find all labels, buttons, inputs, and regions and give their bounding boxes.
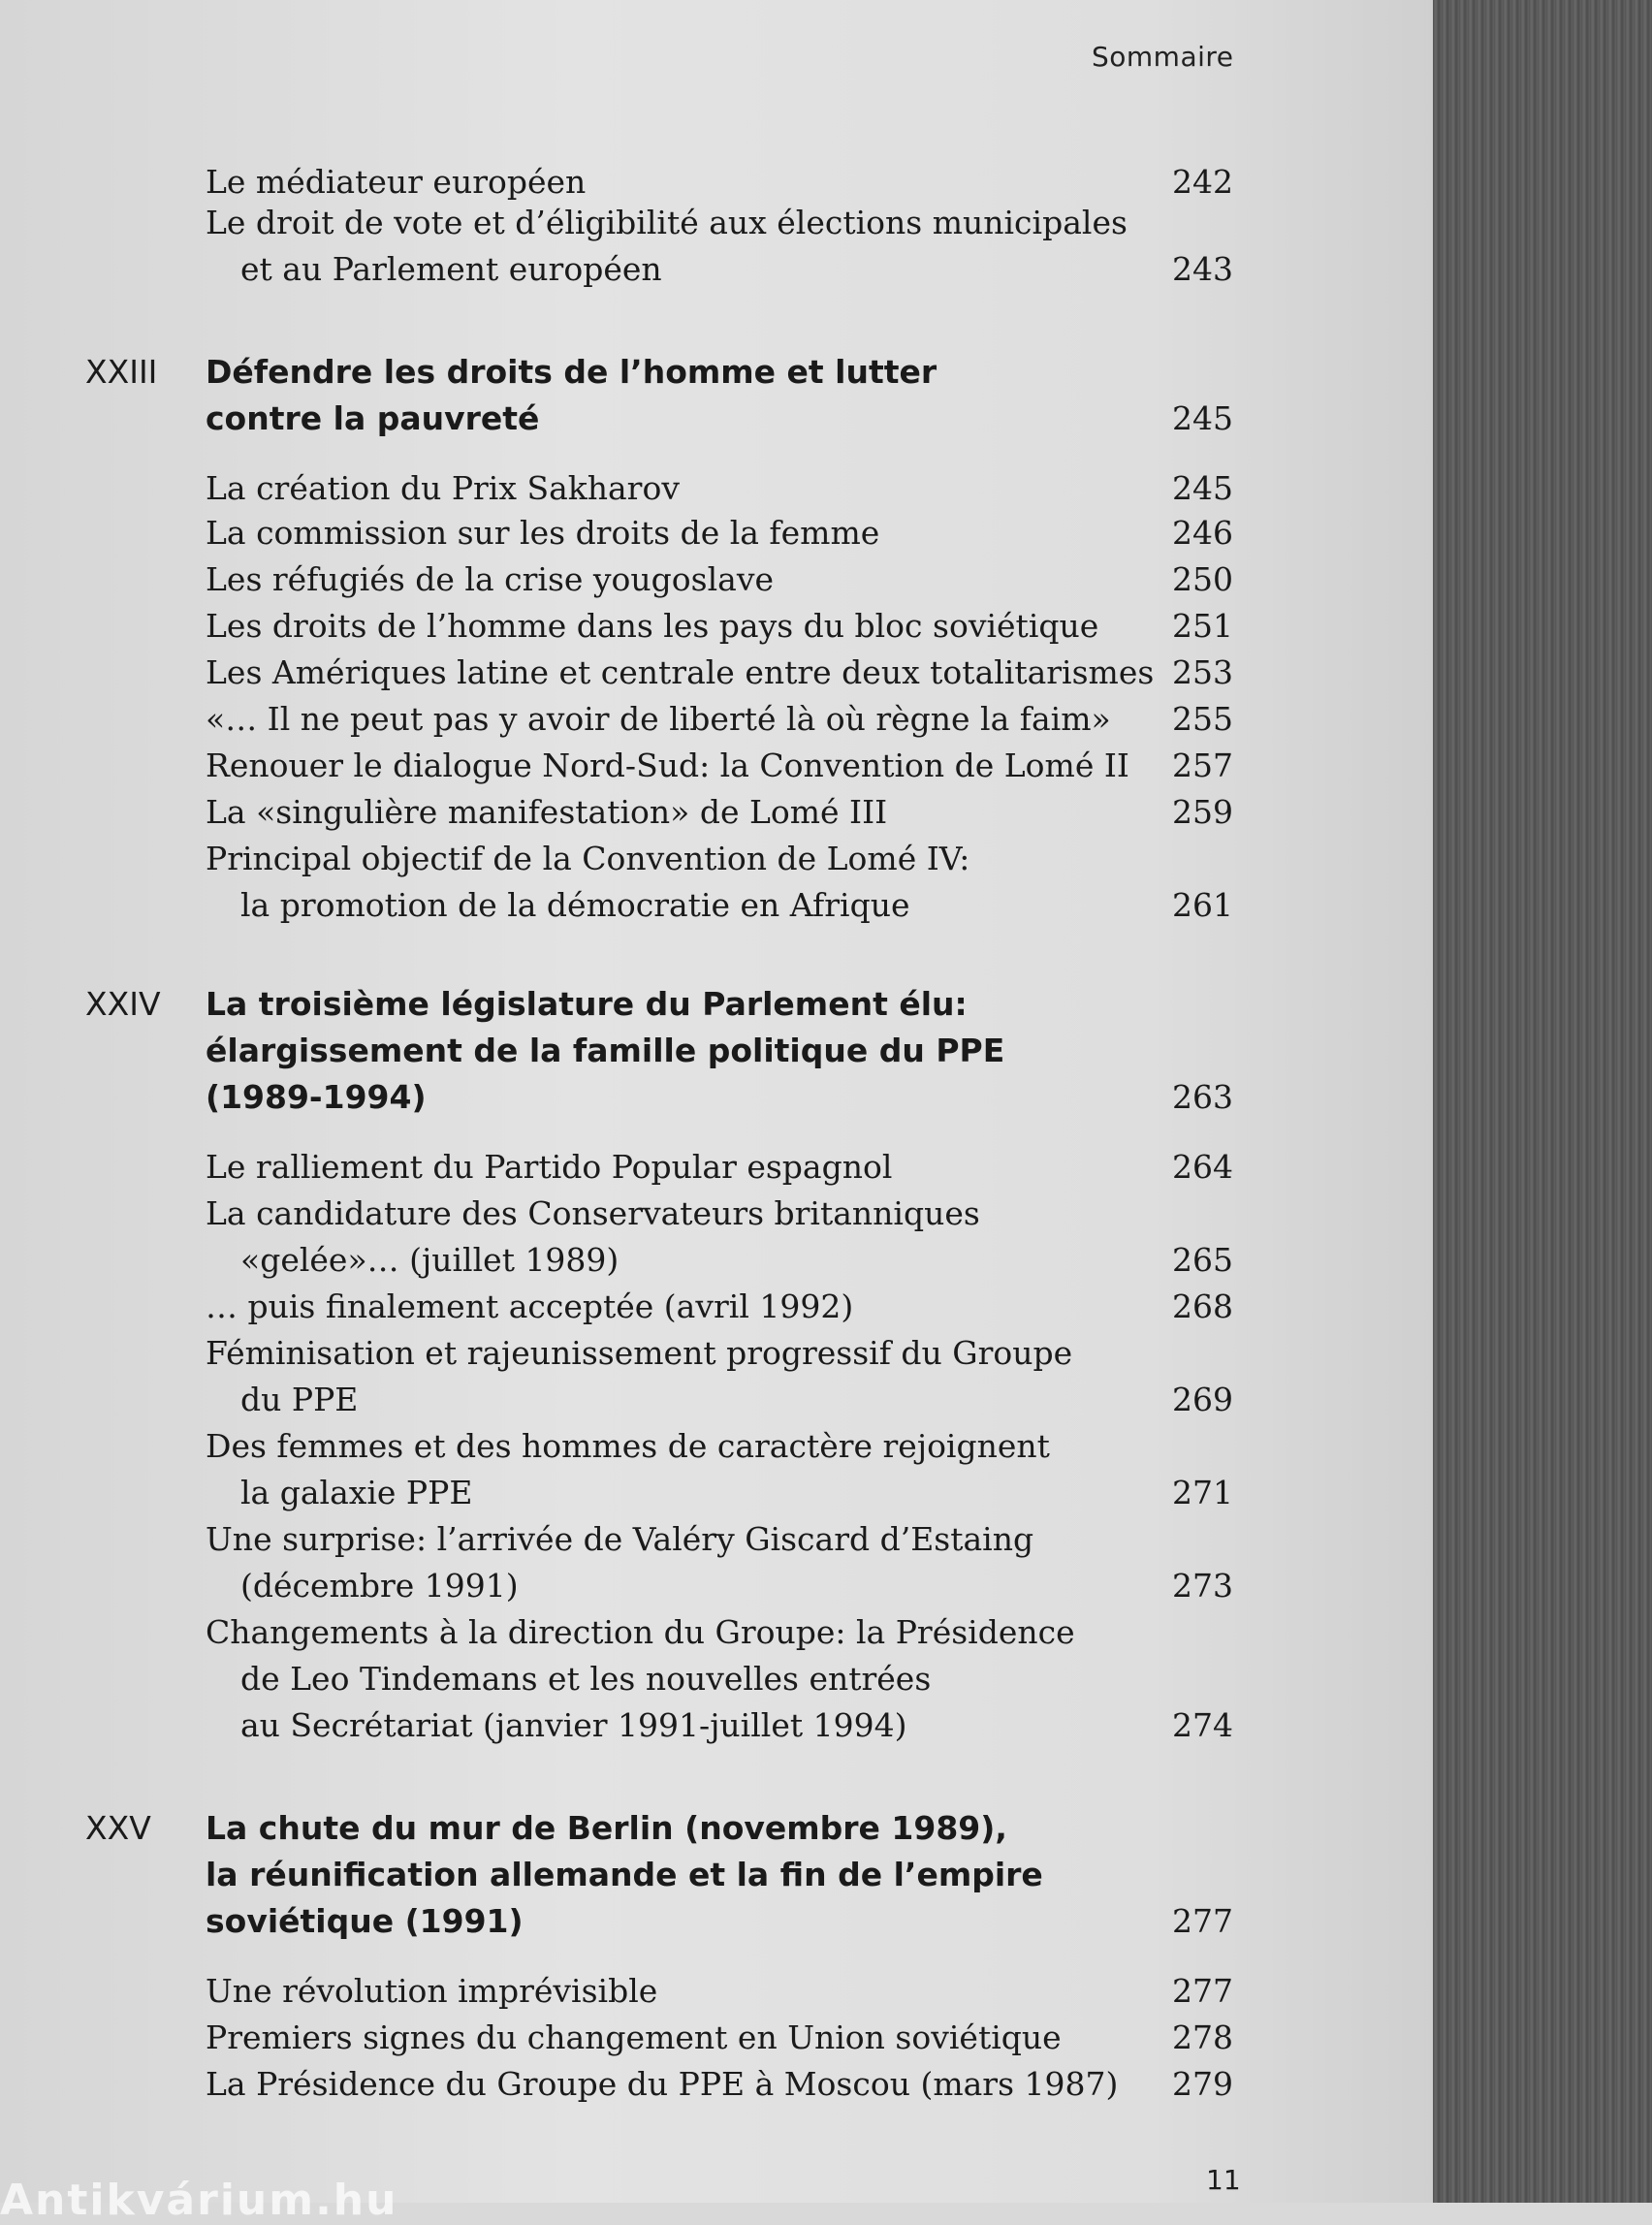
- toc-entry-title: La Présidence du Groupe du PPE à Moscou (mars 1987): [206, 2065, 1119, 2103]
- toc-entry-page: 257: [1172, 747, 1233, 784]
- toc-entry-title: … puis finalement acceptée (avril 1992): [206, 1287, 854, 1325]
- chapter-number: XXIII: [85, 353, 158, 391]
- toc-entry-title: La «singulière manifestation» de Lomé III: [206, 793, 888, 831]
- toc-entry-title: Changements à la direction du Groupe: la Présidence: [206, 1613, 1075, 1651]
- chapter-title: élargissement de la famille politique du PPE: [206, 1032, 1005, 1069]
- toc-entry-page: 268: [1172, 1287, 1233, 1325]
- page-number: 11: [1206, 2164, 1241, 2196]
- toc-entry-page: 264: [1172, 1148, 1233, 1186]
- toc-entry-title: Féminisation et rajeunissement progressif du Groupe: [206, 1334, 1073, 1372]
- toc-entry-title: la promotion de la démocratie en Afrique: [240, 886, 910, 924]
- toc-entry-title: Une surprise: l’arrivée de Valéry Giscard d’Estaing: [206, 1520, 1034, 1558]
- toc-entry-title: Les droits de l’homme dans les pays du bloc soviétique: [206, 607, 1099, 645]
- chapter-number: XXV: [85, 1809, 151, 1847]
- toc-entry-title: du PPE: [240, 1381, 359, 1418]
- toc-entry-page: 246: [1172, 514, 1233, 552]
- page-edge-shadow: [1433, 0, 1652, 2203]
- toc-entry-title: Le médiateur européen: [206, 163, 587, 201]
- toc-entry-page: 271: [1172, 1474, 1233, 1511]
- toc-entry-page: 261: [1172, 886, 1233, 924]
- toc-entry-title: et au Parlement européen: [240, 250, 662, 288]
- chapter-title: contre la pauvreté: [206, 399, 540, 437]
- toc-entry-title: Des femmes et des hommes de caractère rejoignent: [206, 1427, 1050, 1465]
- toc-entry-title: «gelée»… (juillet 1989): [240, 1241, 620, 1279]
- toc-entry-page: 277: [1172, 1972, 1233, 2010]
- toc-entry-page: 251: [1172, 607, 1233, 645]
- toc-entry-page: 278: [1172, 2018, 1233, 2056]
- chapter-title: soviétique (1991): [206, 1902, 524, 1940]
- toc-entry-title: Une révolution imprévisible: [206, 1972, 658, 2010]
- toc-entry-title: Les réfugiés de la crise yougoslave: [206, 560, 774, 598]
- chapter-title: (1989-1994): [206, 1078, 427, 1116]
- toc-entry-page: 245: [1172, 399, 1233, 437]
- running-header: Sommaire: [1092, 41, 1234, 73]
- toc-entry-title: Le droit de vote et d’éligibilité aux élections municipales: [206, 204, 1128, 241]
- chapter-title: la réunification allemande et la fin de l’empire: [206, 1856, 1043, 1893]
- toc-entry-page: 265: [1172, 1241, 1233, 1279]
- toc-entry-title: La création du Prix Sakharov: [206, 469, 680, 507]
- toc-entry-title: «… Il ne peut pas y avoir de liberté là où règne la faim»: [206, 700, 1111, 738]
- toc-entry-page: 273: [1172, 1567, 1233, 1605]
- chapter-title: La chute du mur de Berlin (novembre 1989),: [206, 1809, 1007, 1847]
- toc-entry-title: Le ralliement du Partido Popular espagnol: [206, 1148, 893, 1186]
- toc-entry-title: de Leo Tindemans et les nouvelles entrées: [240, 1660, 932, 1698]
- toc-entry-page: 269: [1172, 1381, 1233, 1418]
- toc-entry-page: 242: [1172, 163, 1233, 201]
- chapter-number: XXIV: [85, 985, 161, 1023]
- toc-entry-title: Les Amériques latine et centrale entre deux totalitarismes: [206, 653, 1155, 691]
- toc-entry-page: 253: [1172, 653, 1233, 691]
- toc-entry-page: 259: [1172, 793, 1233, 831]
- toc-entry-page: 250: [1172, 560, 1233, 598]
- toc-entry-title: La candidature des Conservateurs britanniques: [206, 1194, 980, 1232]
- toc-entry-title: Renouer le dialogue Nord-Sud: la Convention de Lomé II: [206, 747, 1129, 784]
- toc-entry-page: 274: [1172, 1706, 1233, 1744]
- watermark: Antikvárium.hu: [0, 2176, 398, 2225]
- toc-entry-page: 255: [1172, 700, 1233, 738]
- toc-entry-title: La commission sur les droits de la femme: [206, 514, 880, 552]
- toc-entry-page: 277: [1172, 1902, 1233, 1940]
- toc-entry-title: Premiers signes du changement en Union soviétique: [206, 2018, 1062, 2056]
- chapter-title: Défendre les droits de l’homme et lutter: [206, 353, 937, 391]
- toc-entry-page: 279: [1172, 2065, 1233, 2103]
- toc-entry-title: la galaxie PPE: [240, 1474, 473, 1511]
- toc-entry-title: (décembre 1991): [240, 1567, 519, 1605]
- toc-entry-page: 263: [1172, 1078, 1233, 1116]
- toc-entry-title: Principal objectif de la Convention de Lomé IV:: [206, 840, 970, 877]
- toc-entry-title: au Secrétariat (janvier 1991-juillet 1994): [240, 1706, 907, 1744]
- toc-entry-page: 243: [1172, 250, 1233, 288]
- toc-entry-page: 245: [1172, 469, 1233, 507]
- chapter-title: La troisième législature du Parlement élu:: [206, 985, 968, 1023]
